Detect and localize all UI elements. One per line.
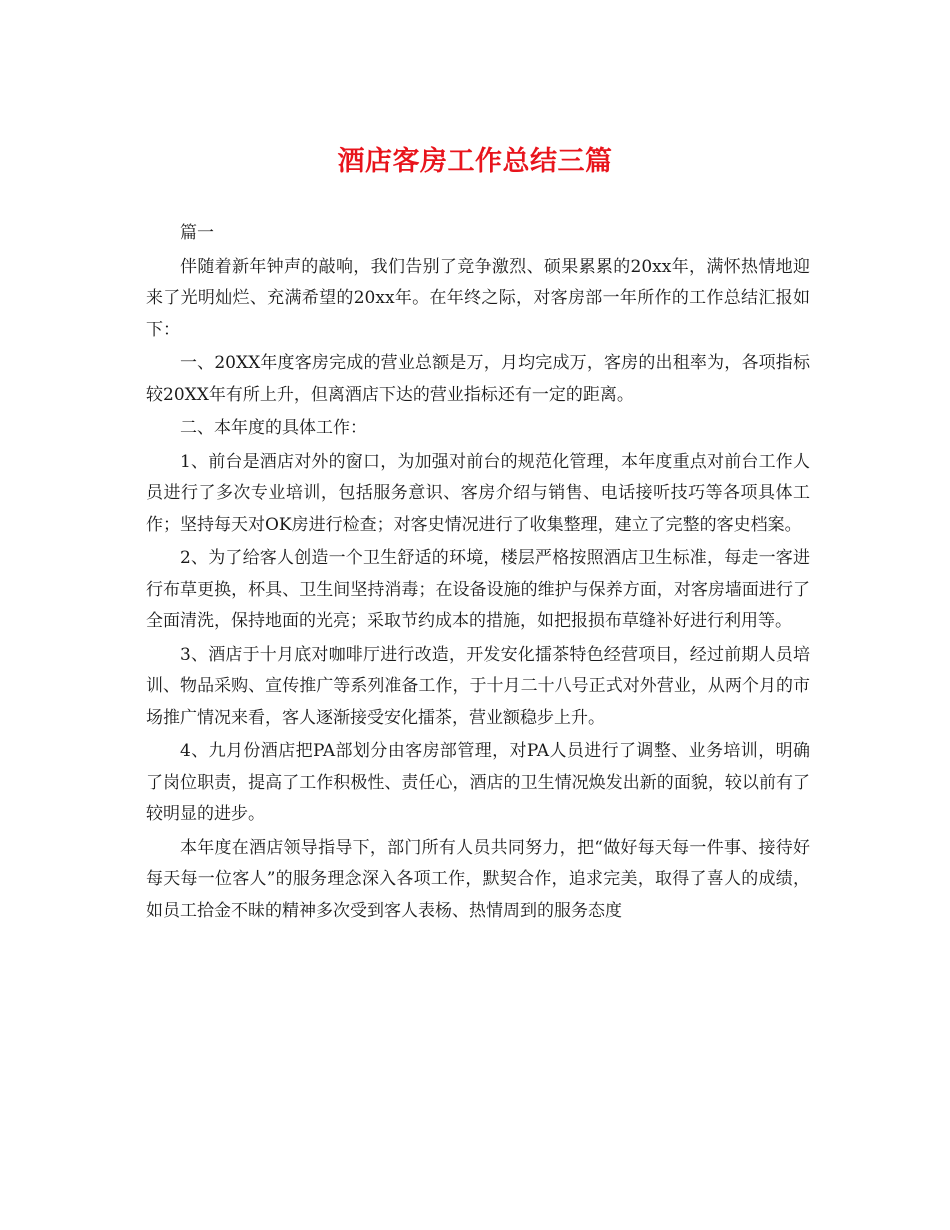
- paragraph-work-heading: 二、本年度的具体工作：: [180, 418, 367, 438]
- paragraph-cafe: 3、酒店于十月底对咖啡厅进行改造，开发安化擂茶特色经营项目，经过前期人员培训、物品采购、宣传推广等系列准备工作，于十月二十八号正式对外营业，从两个月的市场推广情况来看，客人逐渐接受安化擂茶，营业额稳步上升。: [146, 644, 810, 728]
- paragraph-front-desk: 1、前台是酒店对外的窗口，为加强对前台的规范化管理，本年度重点对前台工作人员进行了多次专业培训，包括服务意识、客房介绍与销售、电话接听技巧等各项具体工作；坚持每天对OK房进行检查；对客史情况进行了收集整理，建立了完整的客史档案。: [146, 451, 810, 535]
- document-body: [146, 218, 810, 929]
- section-heading: 篇一: [180, 223, 214, 243]
- paragraph-housekeeping: 2、为了给客人创造一个卫生舒适的环境，楼层严格按照酒店卫生标准，每走一客进行布草更换，杯具、卫生间坚持消毒；在设备设施的维护与保养方面，对客房墙面进行了全面清洗，保持地面的光亮；采取节约成本的措施，如把报损布草缝补好进行利用等。: [146, 548, 810, 631]
- paragraph-intro: 伴随着新年钟声的敲响，我们告别了竞争激烈、硕果累累的20xx年，满怀热情地迎来了光明灿烂、充满希望的20xx年。在年终之际，对客房部一年所作的工作总结汇报如下：: [146, 256, 810, 340]
- paragraph-revenue: 一、20XX年度客房完成的营业总额是万，月均完成万，客房的出租率为，各项指标较20XX年有所上升，但离酒店下达的营业指标还有一定的距离。: [146, 353, 810, 405]
- document-title: 酒店客房工作总结三篇: [337, 146, 613, 177]
- paragraph-pa: 4、九月份酒店把PA部划分由客房部管理，对PA人员进行了调整、业务培训，明确了岗位职责，提高了工作积极性、责任心，酒店的卫生情况焕发出新的面貌，较以前有了较明显的进步。: [146, 741, 810, 824]
- paragraph-summary: 本年度在酒店领导指导下，部门所有人员共同努力，把“做好每天每一件事、接待好每天每一位客人”的服务理念深入各项工作，默契合作，追求完美，取得了喜人的成绩，如员工拾金不昧的精神多次受到客人表杨、热情周到的服务态度: [146, 837, 810, 921]
